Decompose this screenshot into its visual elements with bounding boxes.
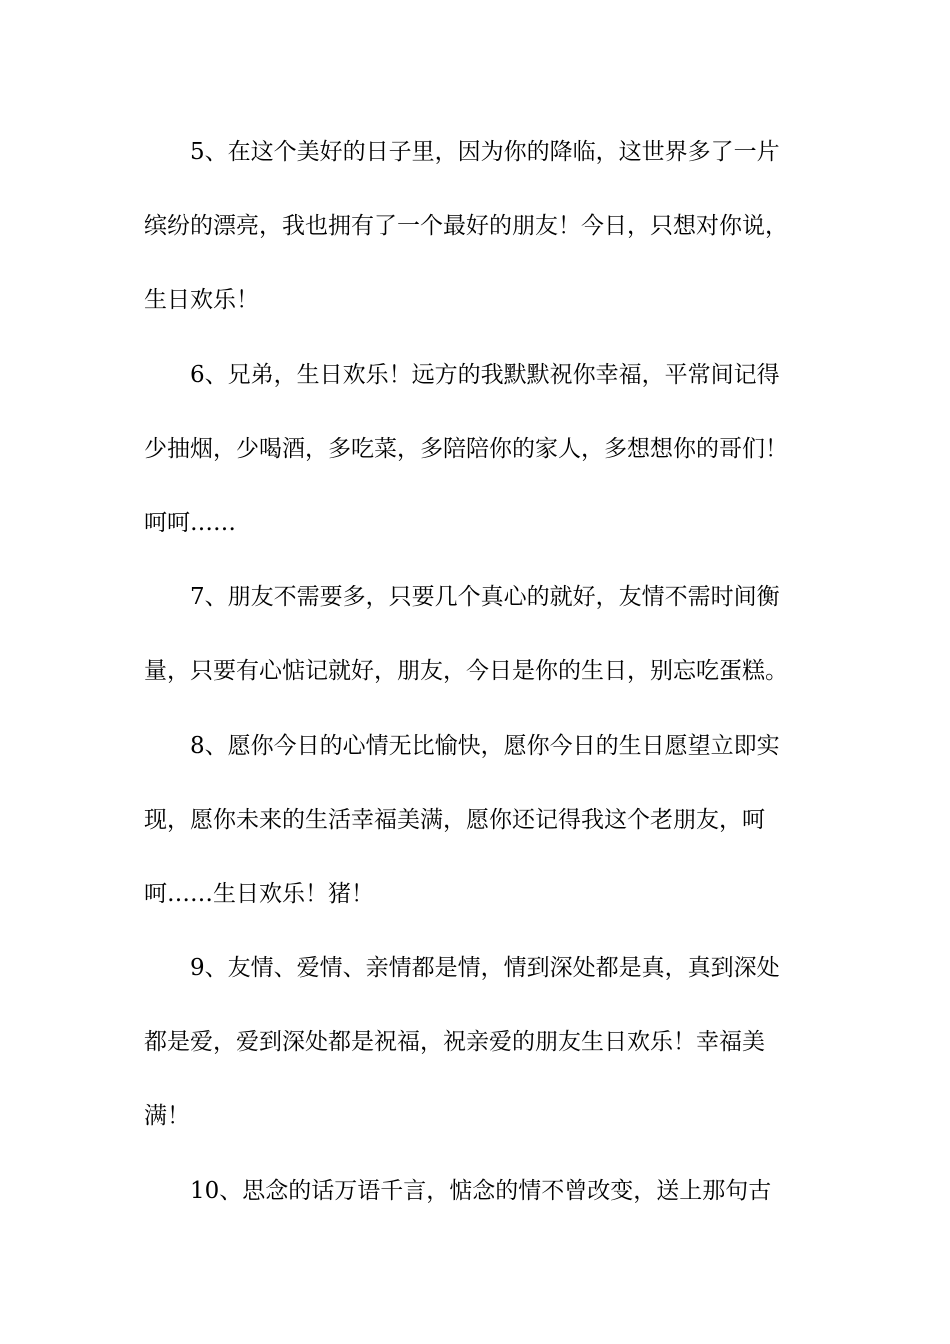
text-line: 量，只要有心惦记就好，朋友，今日是你的生日，别忘吃蛋糕。: [144, 658, 788, 685]
text-line: 现，愿你未来的生活幸福美满，愿你还记得我这个老朋友，呵: [144, 806, 765, 833]
paragraph-8: [144, 709, 806, 932]
paragraph-5: [144, 115, 806, 338]
text-line: 7、朋友不需要多，只要几个真心的就好，友情不需时间衡: [190, 584, 780, 611]
text-line: 少抽烟，少喝酒，多吃菜，多陪陪你的家人，多想想你的哥们！: [144, 435, 788, 462]
paragraph-7: [144, 560, 806, 708]
text-line: 5、在这个美好的日子里，因为你的降临，这世界多了一片: [190, 139, 780, 165]
text-line: 10、思念的话万语千言，惦念的情不曾改变，送上那句古: [190, 1177, 772, 1204]
document-body: [144, 115, 806, 1228]
text-line: 满！: [144, 1103, 190, 1130]
paragraph-6: [144, 338, 806, 561]
paragraph-9: [144, 931, 806, 1154]
text-line: 9、友情、爱情、亲情都是情，情到深处都是真，真到深处: [190, 955, 780, 982]
paragraph-10: [144, 1154, 806, 1228]
text-line: 8、愿你今日的心情无比愉快，愿你今日的生日愿望立即实: [190, 732, 780, 759]
text-line: 缤纷的漂亮，我也拥有了一个最好的朋友！今日，只想对你说，: [144, 213, 788, 240]
text-line: 生日欢乐！: [144, 287, 259, 314]
text-line: 呵呵……: [144, 509, 236, 536]
text-line: 都是爱，爱到深处都是祝福，祝亲爱的朋友生日欢乐！幸福美: [144, 1029, 765, 1056]
text-line: 6、兄弟，生日欢乐！远方的我默默祝你幸福，平常间记得: [190, 361, 780, 388]
text-line: 呵……生日欢乐！猪！: [144, 880, 374, 907]
